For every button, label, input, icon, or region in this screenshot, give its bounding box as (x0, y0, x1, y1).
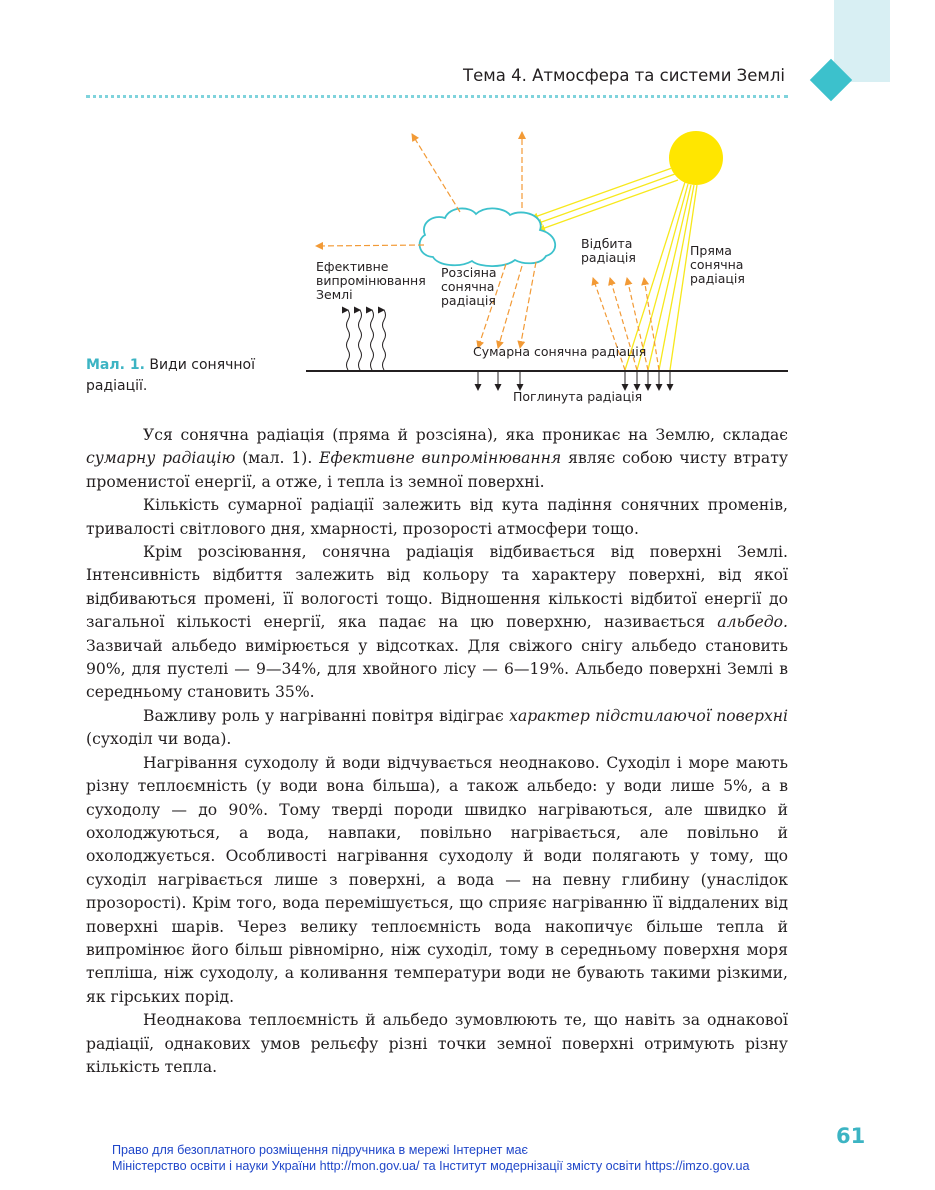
paragraph (86, 494, 788, 541)
text-run: Зазвичай альбедо вимірюється у відсотках. Для свіжого снігу альбедо становить 90%, для пустелі — 9—34%, для хвойного лісу — 6—19%. Альбедо поверхні Землі в середньому становить 35%. (86, 636, 788, 702)
paragraph (86, 1009, 788, 1079)
text-run: Нагрівання суходолу й води відчувається неоднаково. Суходіл і море мають різну теплоємність (у води вона більша), а також альбедо: у води лише 5%, а в суходолу — до 90%. Тому тверді породи швидко нагріваються, але швидко й охолоджуються, а вода, навпаки, повільно нагрівається, але повільно й охолоджується. Особливості нагрівання суходолу й води полягають у тому, що суходіл нагрівається лише з поверхні, а вода — на певну глибину (унаслідок прозорості). Крім того, вода перемішується, що сприяє нагріванню її віддалених від поверхні шарів. Через велику теплоємність вода накопичує більше тепла й випромінює його більш рівномірно, ніж суходіл, тому в середньому поверхня моря тепліша, ніж суходолу, а коливання температури води не бувають такими різкими, як гірських порід. (86, 753, 788, 1006)
figure-caption-text: Види сонячної радіації. (86, 357, 255, 394)
label-direct-1: Пряма (690, 243, 732, 258)
text-run: (суходіл чи вода). (86, 730, 232, 749)
topic-header: Тема 4. Атмосфера та системи Землі (463, 66, 785, 85)
italic-term: характер підстилаючої поверхні (509, 706, 788, 725)
text-run: (мал. 1). (235, 449, 320, 468)
solar-radiation-diagram (300, 120, 800, 410)
text-run: Уся сонячна радіація (пряма й розсіяна), яка проникає на Землю, складає (143, 426, 788, 444)
text-run: являє собою чисту втрату променистої енергії, а отже, і тепла із земної поверхні. (86, 449, 788, 491)
paragraph (86, 705, 788, 752)
footer-license (112, 1142, 749, 1174)
label-total-radiation: Сумарна сонячна радіація (473, 344, 647, 359)
page-number: 61 (836, 1124, 866, 1148)
text-run: Важливу роль у нагріванні повітря відіграє (143, 706, 510, 725)
cloud-icon (420, 208, 556, 266)
sun-icon (669, 131, 723, 185)
paragraph (86, 752, 788, 1009)
label-effective-2: випромінювання (316, 273, 426, 288)
italic-term: альбедо. (717, 613, 788, 632)
text-run: Неоднакова теплоємність й альбедо зумовлюють те, що навіть за однакової радіації, однакових умов рельєфу різні точки земної поверхні отримують різну кількість тепла. (86, 1011, 788, 1076)
effective-radiation-arrows (347, 310, 386, 370)
header-divider (86, 95, 788, 98)
text-run: Кількість сумарної радіації залежить від кута падіння сонячних променів, тривалості світлового дня, хмарності, прозорості атмосфери тощо. (86, 496, 788, 538)
label-absorbed-radiation: Поглинута радіація (513, 389, 643, 404)
italic-term: сумарну радіацію (86, 449, 236, 468)
footer-line-2: Міністерство освіти і науки України http://mon.gov.ua/ та Інститут модернізації змісту освіти https://imzo.gov.ua (112, 1159, 750, 1173)
label-diffuse-2: сонячна (441, 279, 495, 294)
label-direct-3: радіація (690, 271, 745, 286)
label-reflected-1: Відбита (581, 236, 633, 251)
footer-line-1: Право для безоплатного розміщення підручника в мережі Інтернет має (112, 1143, 528, 1157)
label-diffuse-1: Розсіяна (441, 265, 497, 280)
label-reflected-2: радіація (581, 250, 636, 265)
italic-term: Ефективне випромінювання (319, 449, 562, 468)
rays-to-cloud (532, 168, 678, 230)
paragraph (86, 541, 788, 705)
label-effective-3: Землі (316, 287, 353, 302)
body-text (86, 424, 788, 1079)
figure-number: Мал. 1. (86, 357, 145, 373)
paragraph (86, 424, 788, 494)
label-direct-2: сонячна (690, 257, 744, 272)
absorbed-radiation-arrows (478, 372, 670, 390)
figure-caption (86, 355, 286, 397)
label-diffuse-3: радіація (441, 293, 496, 308)
text-run: Крім розсіювання, сонячна радіація відбивається від поверхні Землі. Інтенсивність відбиття залежить від кольору та характеру поверхні, від якої відбиваються промені, її вологості тощо. Відношення кількості відбитої енергії до загальної кількості енергії, яка падає на цю поверхню, називається (86, 543, 788, 632)
direct-rays (625, 182, 697, 370)
label-effective-1: Ефективне (316, 259, 389, 274)
